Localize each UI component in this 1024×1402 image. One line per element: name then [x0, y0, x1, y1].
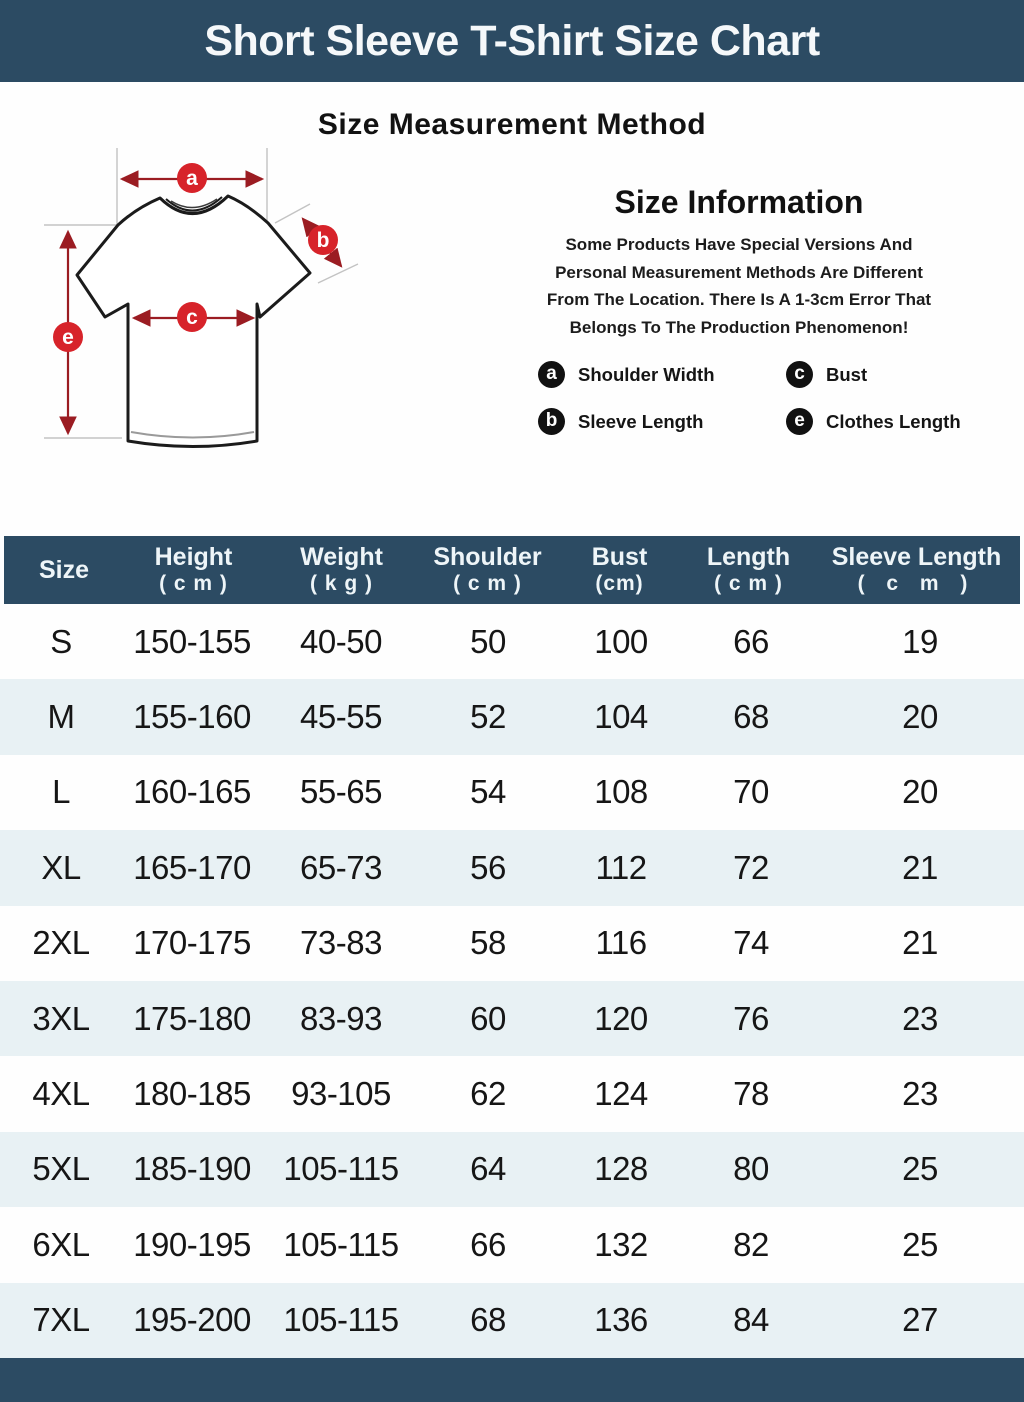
- value-cell: 66: [733, 622, 769, 660]
- value-cell: 73-83: [300, 924, 382, 962]
- value-cell: 54: [470, 773, 506, 811]
- info-text-line: Some Products Have Special Versions And: [565, 235, 913, 254]
- value-cell: 83-93: [300, 999, 382, 1037]
- size-table-body: [0, 604, 1024, 1358]
- legend-label: Clothes Length: [826, 410, 961, 432]
- legend-label: Shoulder Width: [578, 363, 715, 385]
- column-name: Shoulder: [433, 543, 542, 571]
- size-cell: 7XL: [32, 1301, 90, 1339]
- table-column-header: [263, 544, 420, 596]
- value-cell: 180-185: [133, 1075, 251, 1113]
- table-column-header: [813, 544, 1020, 596]
- value-cell: 20: [902, 698, 938, 736]
- value-cell: 21: [902, 848, 938, 886]
- value-cell: 112: [595, 848, 647, 886]
- value-cell: 68: [470, 1301, 506, 1339]
- column-unit: ( k g ): [310, 572, 373, 595]
- value-cell: 25: [902, 1150, 938, 1188]
- marker-b: b: [316, 229, 330, 252]
- value-cell: 58: [470, 924, 506, 962]
- measurement-method-title: Size Measurement Method: [317, 108, 707, 141]
- column-name: Length: [706, 543, 791, 571]
- info-text-line: Belongs To The Production Phenomenon!: [569, 317, 909, 337]
- table-row: [0, 679, 1024, 754]
- table-row: [0, 1207, 1024, 1282]
- column-unit: ( c m ): [159, 572, 228, 595]
- value-cell: 23: [902, 1075, 938, 1113]
- value-cell: 165-170: [133, 848, 251, 886]
- value-cell: 82: [733, 1225, 769, 1263]
- value-cell: 150-155: [133, 622, 251, 660]
- table-column-header: [420, 544, 555, 596]
- column-name: Size: [38, 555, 90, 584]
- value-cell: 105-115: [283, 1150, 399, 1188]
- table-row: [0, 1283, 1024, 1358]
- legend-label: Sleeve Length: [578, 410, 704, 432]
- table-column-header: [684, 544, 813, 596]
- column-unit: ( c m ): [453, 572, 522, 595]
- table-column-header: [4, 557, 124, 584]
- column-unit: (cm): [595, 572, 644, 595]
- table-column-header: [555, 544, 684, 596]
- title-banner: [0, 0, 1024, 82]
- value-cell: 66: [470, 1225, 506, 1263]
- table-row: [0, 981, 1024, 1056]
- value-cell: 195-200: [133, 1301, 251, 1339]
- value-cell: 124: [594, 1075, 648, 1113]
- table-row: [0, 1132, 1024, 1207]
- value-cell: 70: [733, 773, 769, 811]
- legend-item: [786, 361, 978, 388]
- value-cell: 100: [594, 622, 648, 660]
- size-cell: L: [52, 773, 70, 811]
- legend-label: Bust: [826, 363, 868, 385]
- value-cell: 80: [733, 1150, 769, 1188]
- value-cell: 19: [902, 622, 938, 660]
- size-information-title: Size Information: [614, 184, 864, 220]
- value-cell: 40-50: [300, 622, 382, 660]
- column-unit: ( c m ): [714, 572, 783, 595]
- value-cell: 170-175: [133, 924, 251, 962]
- table-row: [0, 604, 1024, 679]
- value-cell: 185-190: [133, 1150, 251, 1188]
- size-cell: 2XL: [32, 924, 90, 962]
- size-cell: 4XL: [32, 1075, 90, 1113]
- marker-e: e: [62, 326, 74, 349]
- value-cell: 116: [595, 924, 647, 962]
- column-unit: ( c m ): [857, 572, 976, 595]
- value-cell: 20: [902, 773, 938, 811]
- value-cell: 74: [733, 924, 769, 962]
- size-cell: 6XL: [32, 1225, 90, 1263]
- value-cell: 21: [902, 924, 938, 962]
- value-cell: 84: [733, 1301, 769, 1339]
- value-cell: 60: [470, 999, 506, 1037]
- value-cell: 190-195: [133, 1225, 251, 1263]
- value-cell: 155-160: [133, 698, 251, 736]
- value-cell: 93-105: [291, 1075, 391, 1113]
- legend-item: [786, 408, 978, 435]
- column-name: Weight: [300, 543, 383, 571]
- marker-c: c: [186, 306, 198, 329]
- footer-bar: [0, 1358, 1024, 1402]
- size-cell: M: [47, 698, 75, 736]
- size-cell: S: [50, 622, 72, 660]
- value-cell: 132: [594, 1225, 648, 1263]
- legend-letter-badge: b: [538, 408, 565, 435]
- size-cell: 3XL: [32, 999, 90, 1037]
- value-cell: 50: [470, 622, 506, 660]
- info-text-line: From The Location. There Is A 1-3cm Error That: [546, 290, 932, 309]
- size-table-header: [4, 536, 1020, 604]
- value-cell: 45-55: [300, 698, 382, 736]
- info-text-line: Personal Measurement Methods Are Different: [555, 262, 923, 282]
- value-cell: 55-65: [300, 773, 382, 811]
- value-cell: 62: [470, 1075, 506, 1113]
- size-cell: XL: [41, 848, 81, 886]
- value-cell: 27: [902, 1301, 938, 1339]
- legend-letter-badge: a: [538, 361, 565, 388]
- value-cell: 56: [470, 848, 506, 886]
- value-cell: 136: [594, 1301, 648, 1339]
- size-cell: 5XL: [32, 1150, 90, 1188]
- value-cell: 76: [733, 999, 769, 1037]
- legend-item: [538, 361, 786, 388]
- value-cell: 64: [470, 1150, 506, 1188]
- legend-letter-badge: e: [786, 408, 813, 435]
- table-column-header: [124, 544, 263, 596]
- value-cell: 105-115: [283, 1225, 399, 1263]
- size-information-text: [500, 231, 978, 341]
- page-title: Short Sleeve T-Shirt Size Chart: [204, 16, 820, 65]
- value-cell: 175-180: [133, 999, 251, 1037]
- value-cell: 105-115: [283, 1301, 399, 1339]
- column-name: Sleeve Length: [831, 543, 1002, 571]
- table-row: [0, 1056, 1024, 1131]
- value-cell: 25: [902, 1225, 938, 1263]
- table-row: [0, 755, 1024, 830]
- column-name: Height: [154, 543, 233, 571]
- value-cell: 52: [470, 698, 506, 736]
- value-cell: 78: [733, 1075, 769, 1113]
- value-cell: 72: [733, 848, 769, 886]
- value-cell: 120: [594, 999, 648, 1037]
- value-cell: 108: [594, 773, 648, 811]
- marker-a: a: [186, 167, 198, 190]
- value-cell: 68: [733, 698, 769, 736]
- table-row: [0, 830, 1024, 905]
- value-cell: 160-165: [133, 773, 251, 811]
- value-cell: 65-73: [300, 848, 382, 886]
- legend-item: [538, 408, 786, 435]
- value-cell: 104: [594, 698, 648, 736]
- value-cell: 128: [594, 1150, 648, 1188]
- column-name: Bust: [591, 543, 648, 571]
- legend-letter-badge: c: [786, 361, 813, 388]
- table-row: [0, 906, 1024, 981]
- measurement-legend: [500, 361, 978, 435]
- size-information-panel: [500, 184, 978, 435]
- tshirt-measurement-diagram: [28, 132, 498, 504]
- value-cell: 23: [902, 999, 938, 1037]
